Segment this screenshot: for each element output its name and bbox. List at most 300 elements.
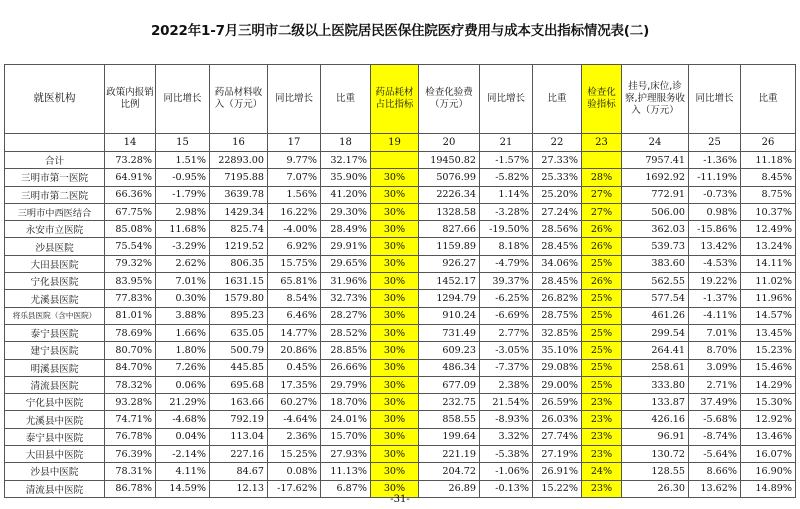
- table-cell: -5.64%: [689, 446, 741, 463]
- table-cell: 11.02%: [741, 273, 796, 290]
- table-cell: 6.92%: [268, 238, 321, 255]
- table-cell: 11.68%: [156, 221, 210, 238]
- table-cell: 79.32%: [105, 255, 156, 272]
- table-cell: 30%: [371, 221, 419, 238]
- indicator-table: [4, 64, 796, 498]
- table-cell: 78.32%: [105, 376, 156, 393]
- table-cell: 609.23: [419, 342, 480, 359]
- table-row: [5, 186, 796, 203]
- table-cell: 32.73%: [321, 290, 371, 307]
- table-cell: 333.80: [622, 376, 689, 393]
- table-row: [5, 203, 796, 220]
- institution-name: 泰宁县中医院: [5, 428, 105, 445]
- table-cell: 23%: [582, 480, 622, 497]
- table-cell: 539.73: [622, 238, 689, 255]
- table-cell: 15.23%: [741, 342, 796, 359]
- table-cell: 13.45%: [741, 324, 796, 341]
- table-cell: 4.11%: [156, 463, 210, 480]
- table-cell: 0.08%: [268, 463, 321, 480]
- table-cell: 35.10%: [533, 342, 582, 359]
- table-cell: 84.67: [210, 463, 268, 480]
- table-cell: 35.90%: [321, 169, 371, 186]
- table-cell: 14.89%: [741, 480, 796, 497]
- table-cell: -4.79%: [480, 255, 533, 272]
- page-title: 2022年1-7月三明市二级以上医院居民医保住院医疗费用与成本支出指标情况表(二): [150, 23, 650, 39]
- column-header: 比重: [321, 65, 371, 134]
- table-cell: 30%: [371, 169, 419, 186]
- table-cell: 85.08%: [105, 221, 156, 238]
- table-cell: 27%: [582, 203, 622, 220]
- table-cell: -0.95%: [156, 169, 210, 186]
- table-cell: 30%: [371, 376, 419, 393]
- institution-name: 宁化县医院: [5, 273, 105, 290]
- table-cell: 0.45%: [268, 359, 321, 376]
- table-cell: 8.75%: [741, 186, 796, 203]
- table-cell: 23%: [582, 411, 622, 428]
- table-cell: 910.24: [419, 307, 480, 324]
- table-cell: 11.96%: [741, 290, 796, 307]
- table-cell: 81.01%: [105, 307, 156, 324]
- table-cell: 2.98%: [156, 203, 210, 220]
- table-cell: 30%: [371, 290, 419, 307]
- institution-name: 尤溪县中医院: [5, 411, 105, 428]
- table-cell: -4.00%: [268, 221, 321, 238]
- table-cell: 67.75%: [105, 203, 156, 220]
- table-cell: 34.06%: [533, 255, 582, 272]
- table-cell: -4.68%: [156, 411, 210, 428]
- table-cell: 113.04: [210, 428, 268, 445]
- institution-name: 三明市第一医院: [5, 169, 105, 186]
- table-cell: 8.66%: [689, 463, 741, 480]
- table-cell: 78.69%: [105, 324, 156, 341]
- table-cell: 96.91: [622, 428, 689, 445]
- column-number: 14: [105, 134, 156, 152]
- table-cell: 30%: [371, 428, 419, 445]
- table-cell: 28.85%: [321, 342, 371, 359]
- table-cell: 27%: [582, 186, 622, 203]
- table-cell: 635.05: [210, 324, 268, 341]
- table-cell: 15.46%: [741, 359, 796, 376]
- table-cell: -3.05%: [480, 342, 533, 359]
- table-cell: 28.56%: [533, 221, 582, 238]
- table-cell: -5.38%: [480, 446, 533, 463]
- table-cell: 28.49%: [321, 221, 371, 238]
- column-number: 18: [321, 134, 371, 152]
- column-header: 政策内报销比例: [105, 65, 156, 134]
- table-cell: 27.74%: [533, 428, 582, 445]
- institution-name: 尤溪县医院: [5, 290, 105, 307]
- table-cell: 16.07%: [741, 446, 796, 463]
- table-cell: 7957.41: [622, 152, 689, 169]
- table-cell: 29.30%: [321, 203, 371, 220]
- table-cell: 15.30%: [741, 394, 796, 411]
- column-number: 20: [419, 134, 480, 152]
- table-cell: 25%: [582, 255, 622, 272]
- table-cell: 2.71%: [689, 376, 741, 393]
- table-cell: 26.66%: [321, 359, 371, 376]
- table-cell: 1.56%: [268, 186, 321, 203]
- table-cell: 11.13%: [321, 463, 371, 480]
- table-cell: 21.29%: [156, 394, 210, 411]
- table-cell: 22893.00: [210, 152, 268, 169]
- table-cell: 30%: [371, 359, 419, 376]
- table-cell: 1.80%: [156, 342, 210, 359]
- table-row: [5, 238, 796, 255]
- table-cell: 461.26: [622, 307, 689, 324]
- table-cell: 2.77%: [480, 324, 533, 341]
- table-cell: 86.78%: [105, 480, 156, 497]
- table-cell: 792.19: [210, 411, 268, 428]
- table-cell: 264.41: [622, 342, 689, 359]
- table-cell: -4.64%: [268, 411, 321, 428]
- table-cell: 84.70%: [105, 359, 156, 376]
- table-cell: 12.13: [210, 480, 268, 497]
- institution-name: 建宁县医院: [5, 342, 105, 359]
- table-cell: 26%: [582, 273, 622, 290]
- table-cell: 18.70%: [321, 394, 371, 411]
- table-cell: 65.81%: [268, 273, 321, 290]
- table-cell: 128.55: [622, 463, 689, 480]
- institution-name: 清流县中医院: [5, 480, 105, 497]
- column-number: 24: [622, 134, 689, 152]
- table-cell: 19.22%: [689, 273, 741, 290]
- table-cell: 895.23: [210, 307, 268, 324]
- column-number-row: [5, 134, 796, 152]
- table-cell: 28.27%: [321, 307, 371, 324]
- table-cell: 15.25%: [268, 446, 321, 463]
- institution-name: 将乐县医院（含中医院）: [5, 307, 105, 324]
- table-cell: 13.62%: [689, 480, 741, 497]
- table-cell: 362.03: [622, 221, 689, 238]
- table-cell: 32.85%: [533, 324, 582, 341]
- table-cell: 29.65%: [321, 255, 371, 272]
- table-cell: 29.08%: [533, 359, 582, 376]
- table-row: [5, 411, 796, 428]
- table-cell: 7.01%: [689, 324, 741, 341]
- table-cell: 28%: [582, 169, 622, 186]
- table-cell: -6.25%: [480, 290, 533, 307]
- table-cell: 9.77%: [268, 152, 321, 169]
- table-cell: 13.42%: [689, 238, 741, 255]
- table-cell: 78.31%: [105, 463, 156, 480]
- table-cell: 8.54%: [268, 290, 321, 307]
- institution-name: 大田县中医院: [5, 446, 105, 463]
- table-cell: -0.13%: [480, 480, 533, 497]
- table-cell: 14.59%: [156, 480, 210, 497]
- table-row: [5, 255, 796, 272]
- table-cell: 27.19%: [533, 446, 582, 463]
- table-cell: 23%: [582, 394, 622, 411]
- table-cell: -6.69%: [480, 307, 533, 324]
- table-cell: 39.37%: [480, 273, 533, 290]
- table-cell: 29.79%: [321, 376, 371, 393]
- table-cell: -4.53%: [689, 255, 741, 272]
- table-cell: 445.85: [210, 359, 268, 376]
- table-cell: 30%: [371, 273, 419, 290]
- table-cell: 7.01%: [156, 273, 210, 290]
- table-cell: 11.18%: [741, 152, 796, 169]
- column-header: 就医机构: [5, 65, 105, 134]
- table-cell: 16.90%: [741, 463, 796, 480]
- table-cell: 506.00: [622, 203, 689, 220]
- table-cell: 26%: [582, 221, 622, 238]
- table-cell: 858.55: [419, 411, 480, 428]
- table-cell: 64.91%: [105, 169, 156, 186]
- table-cell: -1.06%: [480, 463, 533, 480]
- table-cell: 26.89: [419, 480, 480, 497]
- table-cell: 258.61: [622, 359, 689, 376]
- table-cell: 75.54%: [105, 238, 156, 255]
- table-cell: -4.11%: [689, 307, 741, 324]
- table-cell: 26%: [582, 238, 622, 255]
- table-cell: 6.87%: [321, 480, 371, 497]
- table-cell: 8.18%: [480, 238, 533, 255]
- table-row: [5, 221, 796, 238]
- column-number: 21: [480, 134, 533, 152]
- column-number: [5, 134, 105, 152]
- table-row: [5, 290, 796, 307]
- table-cell: 25%: [582, 359, 622, 376]
- table-cell: 15.70%: [321, 428, 371, 445]
- table-cell: 562.55: [622, 273, 689, 290]
- table-cell: 8.70%: [689, 342, 741, 359]
- table-cell: 130.72: [622, 446, 689, 463]
- table-cell: -19.50%: [480, 221, 533, 238]
- column-header: 比重: [533, 65, 582, 134]
- column-header: 比重: [741, 65, 796, 134]
- table-cell: 30%: [371, 324, 419, 341]
- table-cell: 25.33%: [533, 169, 582, 186]
- column-number: 15: [156, 134, 210, 152]
- table-cell: 29.00%: [533, 376, 582, 393]
- table-cell: 30%: [371, 186, 419, 203]
- table-cell: 76.39%: [105, 446, 156, 463]
- table-cell: 1.51%: [156, 152, 210, 169]
- column-number: 26: [741, 134, 796, 152]
- table-cell: 25%: [582, 376, 622, 393]
- table-cell: 383.60: [622, 255, 689, 272]
- table-cell: -1.79%: [156, 186, 210, 203]
- table-cell: -15.86%: [689, 221, 741, 238]
- table-cell: 74.71%: [105, 411, 156, 428]
- table-cell: 23%: [582, 428, 622, 445]
- table-cell: 13.24%: [741, 238, 796, 255]
- table-row: [5, 324, 796, 341]
- table-cell: 17.35%: [268, 376, 321, 393]
- table-cell: 299.54: [622, 324, 689, 341]
- table-cell: 14.57%: [741, 307, 796, 324]
- table-cell: 677.09: [419, 376, 480, 393]
- institution-name: 清流县医院: [5, 376, 105, 393]
- table-cell: -1.57%: [480, 152, 533, 169]
- table-cell: 30%: [371, 255, 419, 272]
- table-cell: 772.91: [622, 186, 689, 203]
- column-header: 药品材料收入（万元）: [210, 65, 268, 134]
- table-cell: -8.74%: [689, 428, 741, 445]
- institution-name: 永安市立医院: [5, 221, 105, 238]
- table-cell: 30%: [371, 394, 419, 411]
- institution-name: 沙县医院: [5, 238, 105, 255]
- table-cell: 73.28%: [105, 152, 156, 169]
- table-cell: 37.49%: [689, 394, 741, 411]
- table-cell: 30%: [371, 463, 419, 480]
- table-cell: 3.09%: [689, 359, 741, 376]
- table-cell: 26.59%: [533, 394, 582, 411]
- table-cell: 26.03%: [533, 411, 582, 428]
- table-cell: 14.77%: [268, 324, 321, 341]
- table-cell: 1429.34: [210, 203, 268, 220]
- table-cell: 23%: [582, 446, 622, 463]
- table-cell: 14.29%: [741, 376, 796, 393]
- table-cell: 0.30%: [156, 290, 210, 307]
- column-header: 同比增长: [480, 65, 533, 134]
- table-cell: 3.88%: [156, 307, 210, 324]
- table-cell: -3.29%: [156, 238, 210, 255]
- table-cell: 199.64: [419, 428, 480, 445]
- table-cell: 66.36%: [105, 186, 156, 203]
- table-cell: 27.24%: [533, 203, 582, 220]
- table-cell: 30%: [371, 203, 419, 220]
- column-number: 23: [582, 134, 622, 152]
- table-row: [5, 169, 796, 186]
- table-cell: 232.75: [419, 394, 480, 411]
- table-cell: 731.49: [419, 324, 480, 341]
- table-cell: 32.17%: [321, 152, 371, 169]
- table-cell: 7.26%: [156, 359, 210, 376]
- table-cell: 13.46%: [741, 428, 796, 445]
- table-cell: 30%: [371, 480, 419, 497]
- table-cell: 7.07%: [268, 169, 321, 186]
- table-cell: 1631.15: [210, 273, 268, 290]
- table-cell: 2226.34: [419, 186, 480, 203]
- table-cell: 7195.88: [210, 169, 268, 186]
- table-cell: 60.27%: [268, 394, 321, 411]
- table-cell: 1.66%: [156, 324, 210, 341]
- column-header: 检查化验指标: [582, 65, 622, 134]
- table-cell: 1692.92: [622, 169, 689, 186]
- table-cell: 93.28%: [105, 394, 156, 411]
- column-header: 同比增长: [689, 65, 741, 134]
- table-cell: 695.68: [210, 376, 268, 393]
- table-row: [5, 376, 796, 393]
- table-cell: 27.33%: [533, 152, 582, 169]
- table-row: [5, 152, 796, 169]
- table-cell: 926.27: [419, 255, 480, 272]
- table-cell: 2.38%: [480, 376, 533, 393]
- table-cell: 2.36%: [268, 428, 321, 445]
- table-cell: 30%: [371, 342, 419, 359]
- column-header: 检查化验费（万元）: [419, 65, 480, 134]
- table-cell: 0.04%: [156, 428, 210, 445]
- table-cell: 83.95%: [105, 273, 156, 290]
- table-cell: 25%: [582, 324, 622, 341]
- table-cell: 25%: [582, 290, 622, 307]
- table-row: [5, 446, 796, 463]
- table-cell: 30%: [371, 238, 419, 255]
- table-cell: 2.62%: [156, 255, 210, 272]
- column-header: 挂号,床位,诊察,护理服务收入（万元）: [622, 65, 689, 134]
- institution-name: 三明市第二医院: [5, 186, 105, 203]
- column-number: 25: [689, 134, 741, 152]
- table-cell: 28.75%: [533, 307, 582, 324]
- column-header: 药品耗材占比指标: [371, 65, 419, 134]
- page-number: -31-: [390, 494, 410, 505]
- institution-name: 明溪县医院: [5, 359, 105, 376]
- table-cell: -2.14%: [156, 446, 210, 463]
- table-cell: 26.82%: [533, 290, 582, 307]
- table-cell: 204.72: [419, 463, 480, 480]
- table-cell: 21.54%: [480, 394, 533, 411]
- institution-name: 宁化县中医院: [5, 394, 105, 411]
- table-cell: 30%: [371, 446, 419, 463]
- table-cell: 227.16: [210, 446, 268, 463]
- table-row: [5, 359, 796, 376]
- table-cell: 77.83%: [105, 290, 156, 307]
- table-cell: 0.98%: [689, 203, 741, 220]
- table-cell: -7.37%: [480, 359, 533, 376]
- table-cell: 806.35: [210, 255, 268, 272]
- table-cell: [582, 152, 622, 169]
- table-cell: 25.20%: [533, 186, 582, 203]
- table-row: [5, 273, 796, 290]
- institution-name: 三明市中西医结合: [5, 203, 105, 220]
- column-header: 同比增长: [156, 65, 210, 134]
- table-cell: 15.75%: [268, 255, 321, 272]
- table-cell: 0.06%: [156, 376, 210, 393]
- table-cell: 1.14%: [480, 186, 533, 203]
- institution-name: 大田县医院: [5, 255, 105, 272]
- table-cell: -1.37%: [689, 290, 741, 307]
- institution-name: 合计: [5, 152, 105, 169]
- table-cell: 5076.99: [419, 169, 480, 186]
- column-number: 16: [210, 134, 268, 152]
- table-cell: 28.45%: [533, 238, 582, 255]
- table-cell: 10.37%: [741, 203, 796, 220]
- table-cell: -0.73%: [689, 186, 741, 203]
- table-cell: -17.62%: [268, 480, 321, 497]
- table-cell: 19450.82: [419, 152, 480, 169]
- table-cell: 3.32%: [480, 428, 533, 445]
- table-cell: 133.87: [622, 394, 689, 411]
- table-cell: 28.45%: [533, 273, 582, 290]
- table-cell: 1159.89: [419, 238, 480, 255]
- table-cell: 24.01%: [321, 411, 371, 428]
- column-header: 同比增长: [268, 65, 321, 134]
- table-row: [5, 428, 796, 445]
- table-cell: 1579.80: [210, 290, 268, 307]
- table-cell: 29.91%: [321, 238, 371, 255]
- table-cell: 1294.79: [419, 290, 480, 307]
- table-cell: 26.91%: [533, 463, 582, 480]
- table-cell: 221.19: [419, 446, 480, 463]
- institution-name: 沙县中医院: [5, 463, 105, 480]
- table-cell: -1.36%: [689, 152, 741, 169]
- table-cell: -11.19%: [689, 169, 741, 186]
- table-cell: 1328.58: [419, 203, 480, 220]
- table-row: [5, 342, 796, 359]
- table-cell: 25%: [582, 307, 622, 324]
- table-cell: 80.70%: [105, 342, 156, 359]
- table-cell: 28.52%: [321, 324, 371, 341]
- table-cell: 41.20%: [321, 186, 371, 203]
- institution-name: 泰宁县医院: [5, 324, 105, 341]
- table-row: [5, 394, 796, 411]
- column-number: 22: [533, 134, 582, 152]
- table-cell: 12.49%: [741, 221, 796, 238]
- table-row: [5, 307, 796, 324]
- table-cell: [371, 152, 419, 169]
- table-cell: 500.79: [210, 342, 268, 359]
